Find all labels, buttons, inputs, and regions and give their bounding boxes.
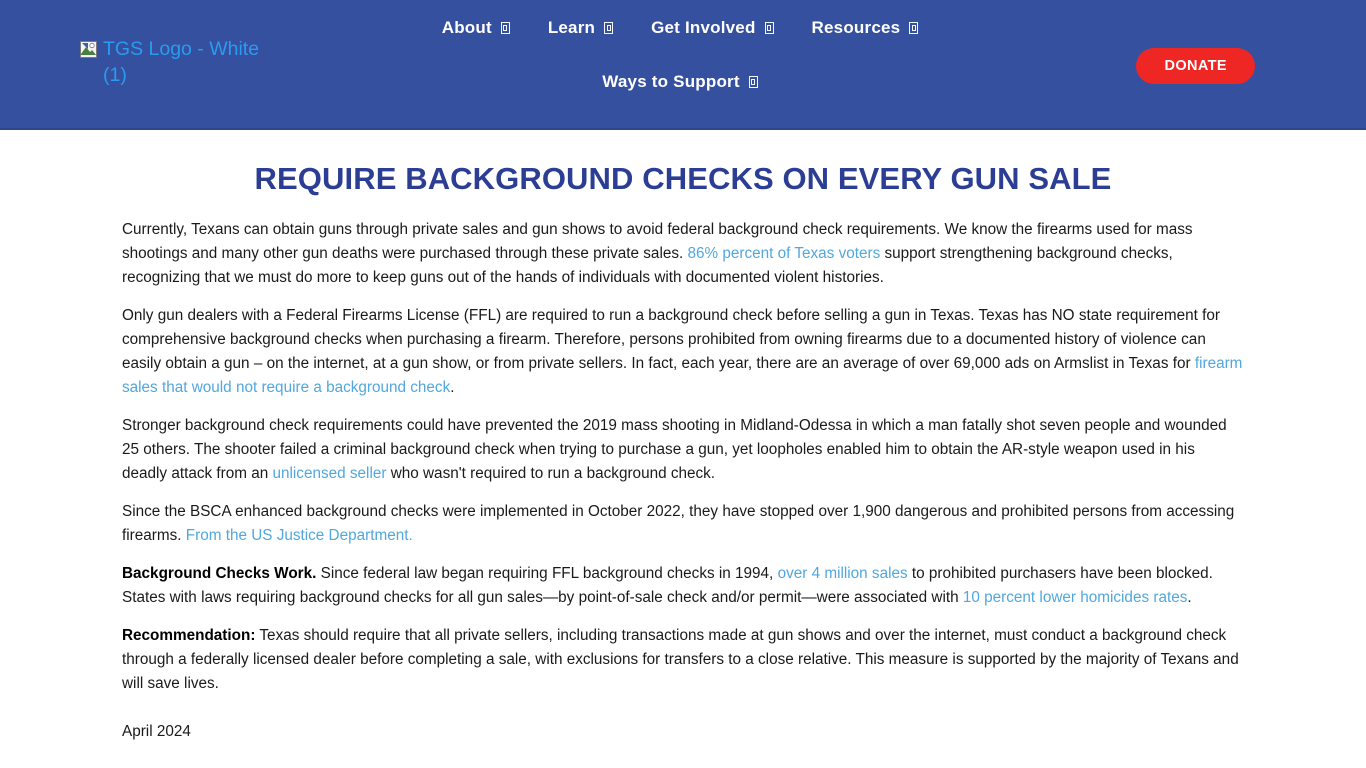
paragraph-text: Since federal law began requiring FFL background checks in 1994, [316, 565, 778, 582]
nav-row-secondary [380, 72, 980, 92]
paragraph-text: Only gun dealers with a Federal Firearms License (FFL) are required to run a background check before selling a gun in Texas. Texas has NO state requirement for comprehensive background checks when purchasing a firearm. Therefore, persons prohibited from owning firearms due to a documented history of violence can easily obtain a gun – on the internet, at a gun show, or from private sellers. In fact, each year, there are an average of over 69,000 ads on Armslist in Texas for [122, 307, 1220, 372]
logo-alt-text: TGS Logo - White (1) [103, 38, 260, 86]
chevron-down-icon [749, 76, 758, 88]
paragraph-text: to prohibited purchasers have been blocked. States with laws requiring background checks for all gun sales—by point-of-sale check and/or permit—were associated with [122, 565, 1213, 606]
chevron-down-icon [501, 22, 510, 34]
paragraph-1 [122, 218, 1244, 290]
nav-row-primary [380, 18, 980, 38]
nav-item-label: Get Involved [651, 18, 756, 37]
inline-link[interactable]: over 4 million sales [777, 565, 908, 582]
site-header [0, 0, 1366, 130]
paragraph-4 [122, 500, 1244, 548]
nav-item-resources[interactable] [793, 18, 938, 38]
content-container [122, 130, 1244, 744]
nav-item-get-involved[interactable] [632, 18, 792, 38]
inline-link[interactable]: 10 percent lower homicides rates [962, 589, 1188, 606]
broken-image-icon [80, 41, 97, 58]
nav-item-label: About [441, 18, 492, 37]
paragraph-text: Since the BSCA enhanced background checks were implemented in October 2022, they have stopped over 1,900 dangerous and prohibited persons from accessing firearms. [122, 503, 1235, 544]
paragraph-text: support strengthening background checks, recognizing that we must do more to keep guns out of the hands of individuals with documented violent histories. [122, 245, 1173, 286]
nav-item-ways-to-support[interactable] [583, 72, 776, 92]
paragraph-text: who wasn't required to run a background check. [386, 465, 716, 482]
lead-in-bold: Background Checks Work. [122, 565, 317, 582]
paragraph-text: . [450, 379, 455, 396]
inline-link[interactable]: 86% percent of Texas voters [687, 245, 881, 262]
publication-date: April 2024 [122, 723, 191, 740]
nav-item-label: Resources [811, 18, 901, 37]
nav-item-about[interactable] [423, 18, 529, 38]
paragraph-text: Texas should require that all private sellers, including transactions made at gun shows and over the internet, must conduct a background check through a federally licensed dealer before completing a sale, with exclusions for transfers to a close relative. This measure is supported by the majority of Texans and will save lives. [122, 627, 1239, 692]
paragraph-6 [122, 624, 1244, 696]
paragraph-text: . [1187, 589, 1192, 606]
inline-link[interactable]: unlicensed seller [272, 465, 387, 482]
paragraph-text: Currently, Texans can obtain guns through private sales and gun shows to avoid federal background check requirements. We know the firearms used for mass shootings and many other gun deaths were purchased through these private sales. [122, 221, 1193, 262]
donate-button[interactable]: DONATE [1136, 48, 1255, 84]
paragraph-3 [122, 414, 1244, 486]
inline-link[interactable]: firearm sales that would not require a background check [122, 355, 1243, 396]
lead-in-bold: Recommendation: [122, 627, 256, 644]
site-logo-link[interactable] [80, 36, 320, 88]
paragraph-text: Stronger background check requirements could have prevented the 2019 mass shooting in Midland-Odessa in which a man fatally shot seven people and wounded 25 others. The shooter failed a criminal background check when trying to purchase a gun, yet loopholes enabled him to obtain the AR-style weapon used in his deadly attack from an [122, 417, 1227, 482]
page-title: REQUIRE BACKGROUND CHECKS ON EVERY GUN SALE [254, 161, 1112, 196]
chevron-down-icon [909, 22, 918, 34]
nav-item-learn[interactable] [529, 18, 632, 38]
main-navigation [380, 18, 980, 92]
inline-link[interactable]: From the US Justice Department. [185, 527, 413, 544]
page-main [0, 130, 1366, 744]
chevron-down-icon [765, 22, 774, 34]
nav-item-label: Learn [547, 18, 596, 37]
nav-item-label: Ways to Support [602, 72, 740, 91]
chevron-down-icon [604, 22, 613, 34]
paragraph-2 [122, 304, 1244, 400]
paragraph-5 [122, 562, 1244, 610]
